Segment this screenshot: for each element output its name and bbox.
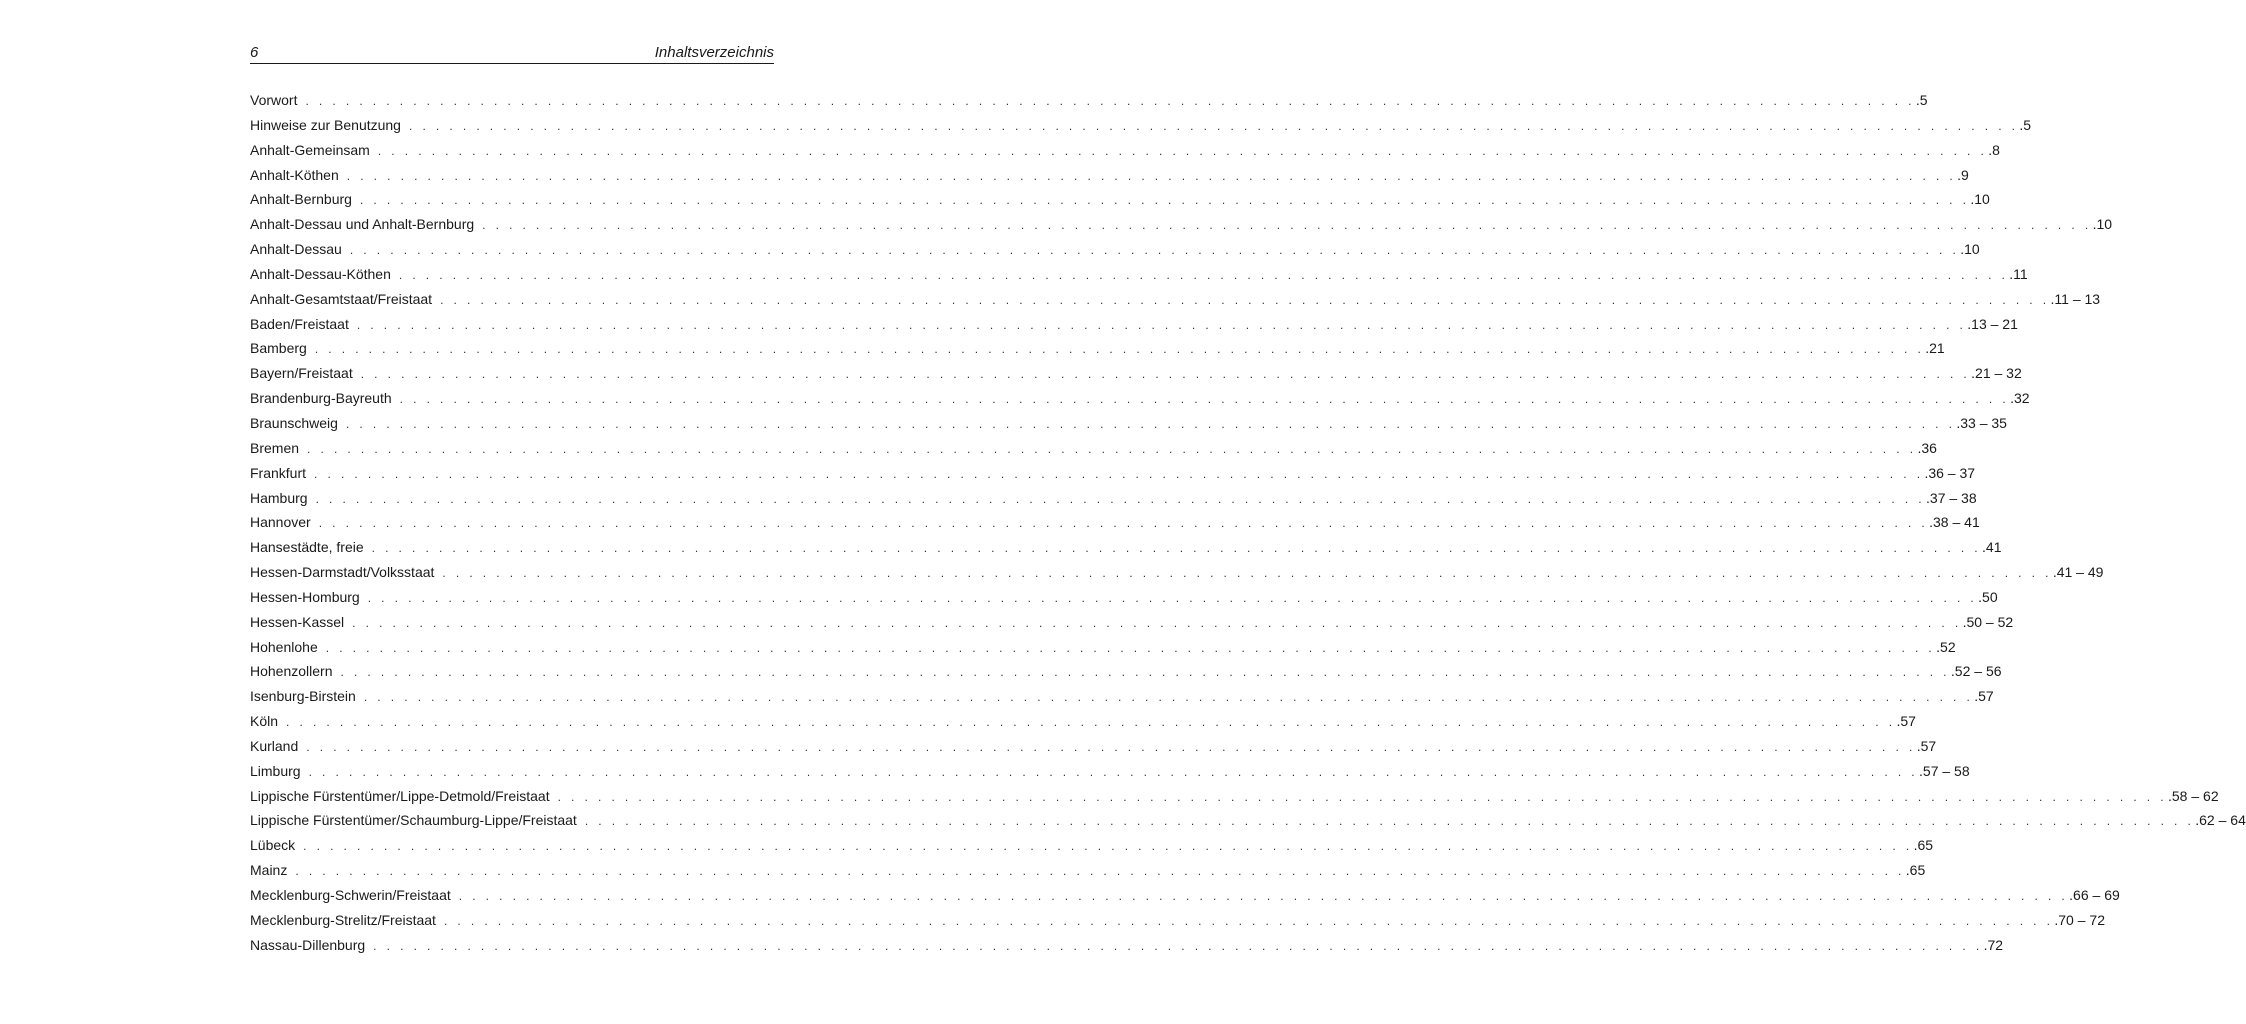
table-of-contents: [250, 88, 2246, 958]
toc-entry-title: Lippische Fürstentümer/Lippe-Detmold/Freistaat: [250, 787, 550, 804]
toc-dot-leader: . . . . . . . . . . . . . . . . . . . . . . . . . . . . . . . . . . . . . . . . . . . . . . . . . . . . . . . . . . . . . . . . . . . . . . . . . . . . . . . . . . . . . . . . . . . . . . . . . . . . . . . . . . . . . . . . . . . . . . . .: [315, 491, 1926, 506]
toc-entry-title: Hannover: [250, 514, 311, 531]
toc-entry-title: Hohenlohe: [250, 638, 318, 655]
toc-dot-leader: . . . . . . . . . . . . . . . . . . . . . . . . . . . . . . . . . . . . . . . . . . . . . . . . . . . . . . . . . . . . . . . . . . . . . . . . . . . . . . . . . . . . . . . . . . . . . . . . . . . . . . . . . . . . . . . . . . . . . . . .: [314, 342, 1925, 357]
toc-dot-leader: . . . . . . . . . . . . . . . . . . . . . . . . . . . . . . . . . . . . . . . . . . . . . . . . . . . . . . . . . . . . . . . . . . . . . . . . . . . . . . . . . . . . . . . . . . . . . . . . . . . . . . . . . . . . . . . . . . . . . . . .: [408, 118, 2019, 133]
toc-entry-title: Bamberg: [250, 340, 307, 357]
toc-dot-leader: . . . . . . . . . . . . . . . . . . . . . . . . . . . . . . . . . . . . . . . . . . . . . . . . . . . . . . . . . . . . . . . . . . . . . . . . . . . . . . . . . . . . . . . . . . . . . . . . . . . . . . . . . . . . . . . . . . . . . . . .: [399, 392, 2010, 407]
toc-entry-title: Hansestädte, freie: [250, 539, 364, 556]
toc-dot-leader: . . . . . . . . . . . . . . . . . . . . . . . . . . . . . . . . . . . . . . . . . . . . . . . . . . . . . . . . . . . . . . . . . . . . . . . . . . . . . . . . . . . . . . . . . . . . . . . . . . . . . . . . . . . . . . . . . . . . . . . .: [340, 665, 1950, 680]
toc-dot-leader: . . . . . . . . . . . . . . . . . . . . . . . . . . . . . . . . . . . . . . . . . . . . . . . . . . . . . . . . . . . . . . . . . . . . . . . . . . . . . . . . . . . . . . . . . . . . . . . . . . . . . . . . . . . . . . . . . . . . . . . .: [360, 367, 1971, 382]
toc-entry-pages: .5: [2019, 116, 2032, 133]
toc-dot-leader: . . . . . . . . . . . . . . . . . . . . . . . . . . . . . . . . . . . . . . . . . . . . . . . . . . . . . . . . . . . . . . . . . . . . . . . . . . . . . . . . . . . . . . . . . . . . . . . . . . . . . . . . . . . . . . . . . . . . . . . .: [295, 864, 1905, 879]
toc-entry-title: Anhalt-Gemeinsam: [250, 141, 370, 158]
toc-entry: [250, 88, 1928, 113]
toc-entry-pages: .10: [1970, 191, 1990, 208]
toc-entry-title: Anhalt-Köthen: [250, 166, 339, 183]
toc-entry-pages: .37 – 38: [1926, 489, 1977, 506]
toc-entry-title: Bayern/Freistaat: [250, 365, 353, 382]
book-page: [250, 44, 2246, 958]
toc-entry-title: Bremen: [250, 439, 300, 456]
toc-dot-leader: . . . . . . . . . . . . . . . . . . . . . . . . . . . . . . . . . . . . . . . . . . . . . . . . . . . . . . . . . . . . . . . . . . . . . . . . . . . . . . . . . . . . . . . . . . . . . . . . . . . . . . . . . . . . . . . . . . . . . . . .: [482, 218, 2092, 233]
toc-entry-title: Anhalt-Dessau und Anhalt-Bernburg: [250, 216, 475, 233]
toc-dot-leader: . . . . . . . . . . . . . . . . . . . . . . . . . . . . . . . . . . . . . . . . . . . . . . . . . . . . . . . . . . . . . . . . . . . . . . . . . . . . . . . . . . . . . . . . . . . . . . . . . . . . . . . . . . . . . . . . . . . . . . . .: [557, 789, 2167, 804]
toc-dot-leader: . . . . . . . . . . . . . . . . . . . . . . . . . . . . . . . . . . . . . . . . . . . . . . . . . . . . . . . . . . . . . . . . . . . . . . . . . . . . . . . . . . . . . . . . . . . . . . . . . . . . . . . . . . . . . . . . . . . . . . . .: [377, 143, 1988, 158]
toc-dot-leader: . . . . . . . . . . . . . . . . . . . . . . . . . . . . . . . . . . . . . . . . . . . . . . . . . . . . . . . . . . . . . . . . . . . . . . . . . . . . . . . . . . . . . . . . . . . . . . . . . . . . . . . . . . . . . . . . . . . . . . . .: [314, 466, 1924, 481]
toc-entry-pages: .57: [1974, 688, 1994, 705]
toc-entry: [250, 858, 1926, 883]
toc-dot-leader: . . . . . . . . . . . . . . . . . . . . . . . . . . . . . . . . . . . . . . . . . . . . . . . . . . . . . . . . . . . . . . . . . . . . . . . . . . . . . . . . . . . . . . . . . . . . . . . . . . . . . . . . . . . . . . . . . . . . . . . .: [442, 566, 2052, 581]
toc-entry-pages: .65: [1913, 837, 1934, 854]
toc-entry-pages: .10: [2092, 216, 2113, 233]
toc-entry: [250, 635, 1956, 660]
toc-entry-pages: .36 – 37: [1924, 464, 1976, 481]
toc-entry: [250, 684, 1994, 709]
toc-entry: [250, 486, 1977, 511]
toc-dot-leader: . . . . . . . . . . . . . . . . . . . . . . . . . . . . . . . . . . . . . . . . . . . . . . . . . . . . . . . . . . . . . . . . . . . . . . . . . . . . . . . . . . . . . . . . . . . . . . . . . . . . . . . . . . . . . . . . . . . . . . . .: [367, 590, 1978, 605]
toc-entry: [250, 212, 2113, 237]
toc-entry-title: Isenburg-Birstein: [250, 688, 356, 705]
toc-entry: [250, 336, 1945, 361]
toc-dot-leader: . . . . . . . . . . . . . . . . . . . . . . . . . . . . . . . . . . . . . . . . . . . . . . . . . . . . . . . . . . . . . . . . . . . . . . . . . . . . . . . . . . . . . . . . . . . . . . . . . . . . . . . . . . . . . . . . . . . . . . . .: [306, 739, 1916, 754]
toc-entry-title: Hessen-Homburg: [250, 588, 360, 605]
toc-entry-title: Anhalt-Gesamtstaat/Freistaat: [250, 290, 433, 307]
toc-entry: [250, 784, 2219, 809]
toc-entry: [250, 461, 1976, 486]
toc-entry: [250, 287, 2101, 312]
toc-dot-leader: . . . . . . . . . . . . . . . . . . . . . . . . . . . . . . . . . . . . . . . . . . . . . . . . . . . . . . . . . . . . . . . . . . . . . . . . . . . . . . . . . . . . . . . . . . . . . . . . . . . . . . . . . . . . . . . . . . . . . . . .: [308, 764, 1919, 779]
toc-entry: [250, 933, 2004, 958]
toc-entry-pages: .10: [1960, 241, 1980, 258]
toc-entry-pages: .52: [1936, 638, 1956, 655]
toc-entry-title: Hohenzollern: [250, 663, 333, 680]
toc-entry-title: Lübeck: [250, 837, 296, 854]
toc-entry-pages: .65: [1905, 862, 1926, 879]
toc-entry: [250, 138, 2000, 163]
toc-entry-pages: .13 – 21: [1967, 315, 2018, 332]
toc-entry-pages: .66 – 69: [2069, 887, 2120, 903]
toc-entry: [250, 312, 2018, 337]
toc-entry-title: Hamburg: [250, 489, 308, 506]
toc-entry-pages: .70 – 72: [2054, 911, 2105, 928]
toc-entry: [250, 709, 1916, 734]
toc-dot-leader: . . . . . . . . . . . . . . . . . . . . . . . . . . . . . . . . . . . . . . . . . . . . . . . . . . . . . . . . . . . . . . . . . . . . . . . . . . . . . . . . . . . . . . . . . . . . . . . . . . . . . . . . . . . . . . . . . . . . . . . .: [458, 889, 2069, 903]
toc-entry-title: Mecklenburg-Schwerin/Freistaat: [250, 887, 451, 903]
toc-entry: [250, 436, 1937, 461]
toc-entry-pages: .50: [1978, 588, 1998, 605]
toc-entry-pages: .5: [1915, 92, 1928, 108]
toc-dot-leader: . . . . . . . . . . . . . . . . . . . . . . . . . . . . . . . . . . . . . . . . . . . . . . . . . . . . . . . . . . . . . . . . . . . . . . . . . . . . . . . . . . . . . . . . . . . . . . . . . . . . . . . . . . . . . . . . . . . . . . . .: [371, 541, 1982, 556]
toc-entry-pages: .32: [2010, 390, 2030, 407]
toc-entry: [250, 237, 1980, 262]
toc-dot-leader: . . . . . . . . . . . . . . . . . . . . . . . . . . . . . . . . . . . . . . . . . . . . . . . . . . . . . . . . . . . . . . . . . . . . . . . . . . . . . . . . . . . . . . . . . . . . . . . . . . . . . . . . . . . . . . . . . . . . . . . .: [318, 516, 1929, 531]
toc-dot-leader: . . . . . . . . . . . . . . . . . . . . . . . . . . . . . . . . . . . . . . . . . . . . . . . . . . . . . . . . . . . . . . . . . . . . . . . . . . . . . . . . . . . . . . . . . . . . . . . . . . . . . . . . . . . . . . . . . . . . . . . .: [349, 243, 1960, 258]
toc-entry-pages: .8: [1988, 141, 2000, 158]
toc-entry-pages: .21 – 32: [1971, 365, 2022, 382]
toc-entry-title: Anhalt-Dessau-Köthen: [250, 265, 391, 282]
toc-dot-leader: . . . . . . . . . . . . . . . . . . . . . . . . . . . . . . . . . . . . . . . . . . . . . . . . . . . . . . . . . . . . . . . . . . . . . . . . . . . . . . . . . . . . . . . . . . . . . . . . . . . . . . . . . . . . . . . . . . . . . . . .: [345, 416, 1956, 431]
toc-entry: [250, 113, 2032, 138]
toc-entry: [250, 610, 2014, 635]
toc-entry-title: Brandenburg-Bayreuth: [250, 390, 392, 407]
toc-entry-pages: .72: [1983, 936, 2004, 953]
toc-entry-pages: .11: [2009, 265, 2028, 282]
toc-dot-leader: . . . . . . . . . . . . . . . . . . . . . . . . . . . . . . . . . . . . . . . . . . . . . . . . . . . . . . . . . . . . . . . . . . . . . . . . . . . . . . . . . . . . . . . . . . . . . . . . . . . . . . . . . . . . . . . . . . . . . . . .: [307, 441, 1917, 456]
toc-entry-title: Hessen-Darmstadt/Volksstaat: [250, 564, 435, 581]
page-number: 6: [250, 44, 259, 61]
toc-entry: [250, 535, 2002, 560]
toc-entry: [250, 883, 2120, 908]
toc-entry: [250, 411, 2007, 436]
toc-entry-title: Vorwort: [250, 92, 298, 108]
toc-dot-leader: . . . . . . . . . . . . . . . . . . . . . . . . . . . . . . . . . . . . . . . . . . . . . . . . . . . . . . . . . . . . . . . . . . . . . . . . . . . . . . . . . . . . . . . . . . . . . . . . . . . . . . . . . . . . . . . . . . . . . . . .: [352, 615, 1962, 630]
toc-dot-leader: . . . . . . . . . . . . . . . . . . . . . . . . . . . . . . . . . . . . . . . . . . . . . . . . . . . . . . . . . . . . . . . . . . . . . . . . . . . . . . . . . . . . . . . . . . . . . . . . . . . . . . . . . . . . . . . . . . . . . . . .: [443, 913, 2054, 928]
running-header: [250, 44, 774, 64]
toc-entry-title: Nassau-Dillenburg: [250, 936, 366, 953]
toc-dot-leader: . . . . . . . . . . . . . . . . . . . . . . . . . . . . . . . . . . . . . . . . . . . . . . . . . . . . . . . . . . . . . . . . . . . . . . . . . . . . . . . . . . . . . . . . . . . . . . . . . . . . . . . . . . . . . . . . . . . . . . . .: [398, 267, 2009, 282]
toc-entry-title: Anhalt-Dessau: [250, 241, 342, 258]
toc-entry: [250, 808, 2246, 833]
toc-entry: [250, 361, 2022, 386]
toc-entry-title: Köln: [250, 713, 279, 730]
toc-entry-pages: .50 – 52: [1962, 613, 2014, 630]
toc-dot-leader: . . . . . . . . . . . . . . . . . . . . . . . . . . . . . . . . . . . . . . . . . . . . . . . . . . . . . . . . . . . . . . . . . . . . . . . . . . . . . . . . . . . . . . . . . . . . . . . . . . . . . . . . . . . . . . . . . . . . . . . .: [356, 317, 1967, 332]
toc-entry-pages: .33 – 35: [1956, 414, 2007, 431]
toc-entry-title: Kurland: [250, 737, 299, 754]
toc-entry-pages: .57 – 58: [1919, 762, 1970, 779]
toc-entry: [250, 510, 1980, 535]
toc-entry-title: Anhalt-Bernburg: [250, 191, 352, 208]
toc-entry-title: Mecklenburg-Strelitz/Freistaat: [250, 911, 436, 928]
toc-dot-leader: . . . . . . . . . . . . . . . . . . . . . . . . . . . . . . . . . . . . . . . . . . . . . . . . . . . . . . . . . . . . . . . . . . . . . . . . . . . . . . . . . . . . . . . . . . . . . . . . . . . . . . . . . . . . . . . . . . . . . . . .: [373, 938, 1983, 953]
toc-entry: [250, 187, 1990, 212]
toc-entry-pages: .21: [1925, 340, 1945, 357]
toc-dot-leader: . . . . . . . . . . . . . . . . . . . . . . . . . . . . . . . . . . . . . . . . . . . . . . . . . . . . . . . . . . . . . . . . . . . . . . . . . . . . . . . . . . . . . . . . . . . . . . . . . . . . . . . . . . . . . . . . . . . . . . . .: [305, 94, 1915, 108]
toc-dot-leader: . . . . . . . . . . . . . . . . . . . . . . . . . . . . . . . . . . . . . . . . . . . . . . . . . . . . . . . . . . . . . . . . . . . . . . . . . . . . . . . . . . . . . . . . . . . . . . . . . . . . . . . . . . . . . . . . . . . . . . . .: [359, 193, 1970, 208]
toc-entry-title: Frankfurt: [250, 464, 307, 481]
toc-dot-leader: . . . . . . . . . . . . . . . . . . . . . . . . . . . . . . . . . . . . . . . . . . . . . . . . . . . . . . . . . . . . . . . . . . . . . . . . . . . . . . . . . . . . . . . . . . . . . . . . . . . . . . . . . . . . . . . . . . . . . . . .: [440, 292, 2050, 307]
toc-entry: [250, 734, 1937, 759]
toc-entry-title: Braunschweig: [250, 414, 338, 431]
toc-entry-pages: .57: [1916, 737, 1937, 754]
toc-entry: [250, 833, 1934, 858]
toc-entry-pages: .62 – 64: [2195, 812, 2246, 829]
toc-entry-title: Lippische Fürstentümer/Schaumburg-Lippe/Freistaat: [250, 812, 577, 829]
toc-entry-pages: .11 – 13: [2050, 290, 2101, 307]
toc-entry-pages: .41 – 49: [2052, 564, 2104, 581]
toc-entry: [250, 262, 2028, 287]
toc-entry-title: Limburg: [250, 762, 301, 779]
toc-entry-pages: .41: [1982, 539, 2002, 556]
toc-entry-title: Hinweise zur Benutzung: [250, 116, 401, 133]
toc-entry: [250, 759, 1970, 784]
toc-entry: [250, 659, 2002, 684]
toc-entry: [250, 386, 2030, 411]
running-title: Inhaltsverzeichnis: [654, 44, 774, 61]
toc-entry-title: Baden/Freistaat: [250, 315, 349, 332]
toc-entry-pages: .57: [1896, 713, 1916, 730]
toc-dot-leader: . . . . . . . . . . . . . . . . . . . . . . . . . . . . . . . . . . . . . . . . . . . . . . . . . . . . . . . . . . . . . . . . . . . . . . . . . . . . . . . . . . . . . . . . . . . . . . . . . . . . . . . . . . . . . . . . . . . . . . . .: [584, 814, 2195, 829]
toc-entry-pages: .58 – 62: [2168, 787, 2219, 804]
toc-entry: [250, 163, 1969, 188]
toc-entry-title: Mainz: [250, 862, 288, 879]
toc-dot-leader: . . . . . . . . . . . . . . . . . . . . . . . . . . . . . . . . . . . . . . . . . . . . . . . . . . . . . . . . . . . . . . . . . . . . . . . . . . . . . . . . . . . . . . . . . . . . . . . . . . . . . . . . . . . . . . . . . . . . . . . .: [346, 168, 1957, 183]
toc-entry: [250, 585, 1998, 610]
toc-dot-leader: . . . . . . . . . . . . . . . . . . . . . . . . . . . . . . . . . . . . . . . . . . . . . . . . . . . . . . . . . . . . . . . . . . . . . . . . . . . . . . . . . . . . . . . . . . . . . . . . . . . . . . . . . . . . . . . . . . . . . . . .: [363, 690, 1974, 705]
toc-entry-title: Hessen-Kassel: [250, 613, 345, 630]
toc-entry-pages: .38 – 41: [1929, 514, 1980, 531]
toc-dot-leader: . . . . . . . . . . . . . . . . . . . . . . . . . . . . . . . . . . . . . . . . . . . . . . . . . . . . . . . . . . . . . . . . . . . . . . . . . . . . . . . . . . . . . . . . . . . . . . . . . . . . . . . . . . . . . . . . . . . . . . . .: [303, 839, 1913, 854]
toc-entry: [250, 560, 2104, 585]
toc-dot-leader: . . . . . . . . . . . . . . . . . . . . . . . . . . . . . . . . . . . . . . . . . . . . . . . . . . . . . . . . . . . . . . . . . . . . . . . . . . . . . . . . . . . . . . . . . . . . . . . . . . . . . . . . . . . . . . . . . . . . . . . .: [286, 715, 1896, 730]
toc-dot-leader: . . . . . . . . . . . . . . . . . . . . . . . . . . . . . . . . . . . . . . . . . . . . . . . . . . . . . . . . . . . . . . . . . . . . . . . . . . . . . . . . . . . . . . . . . . . . . . . . . . . . . . . . . . . . . . . . . . . . . . . .: [325, 640, 1936, 655]
toc-entry-pages: .36: [1917, 439, 1937, 456]
toc-entry: [250, 908, 2105, 933]
toc-entry-pages: .52 – 56: [1950, 663, 2002, 680]
toc-entry-pages: .9: [1957, 166, 1969, 183]
